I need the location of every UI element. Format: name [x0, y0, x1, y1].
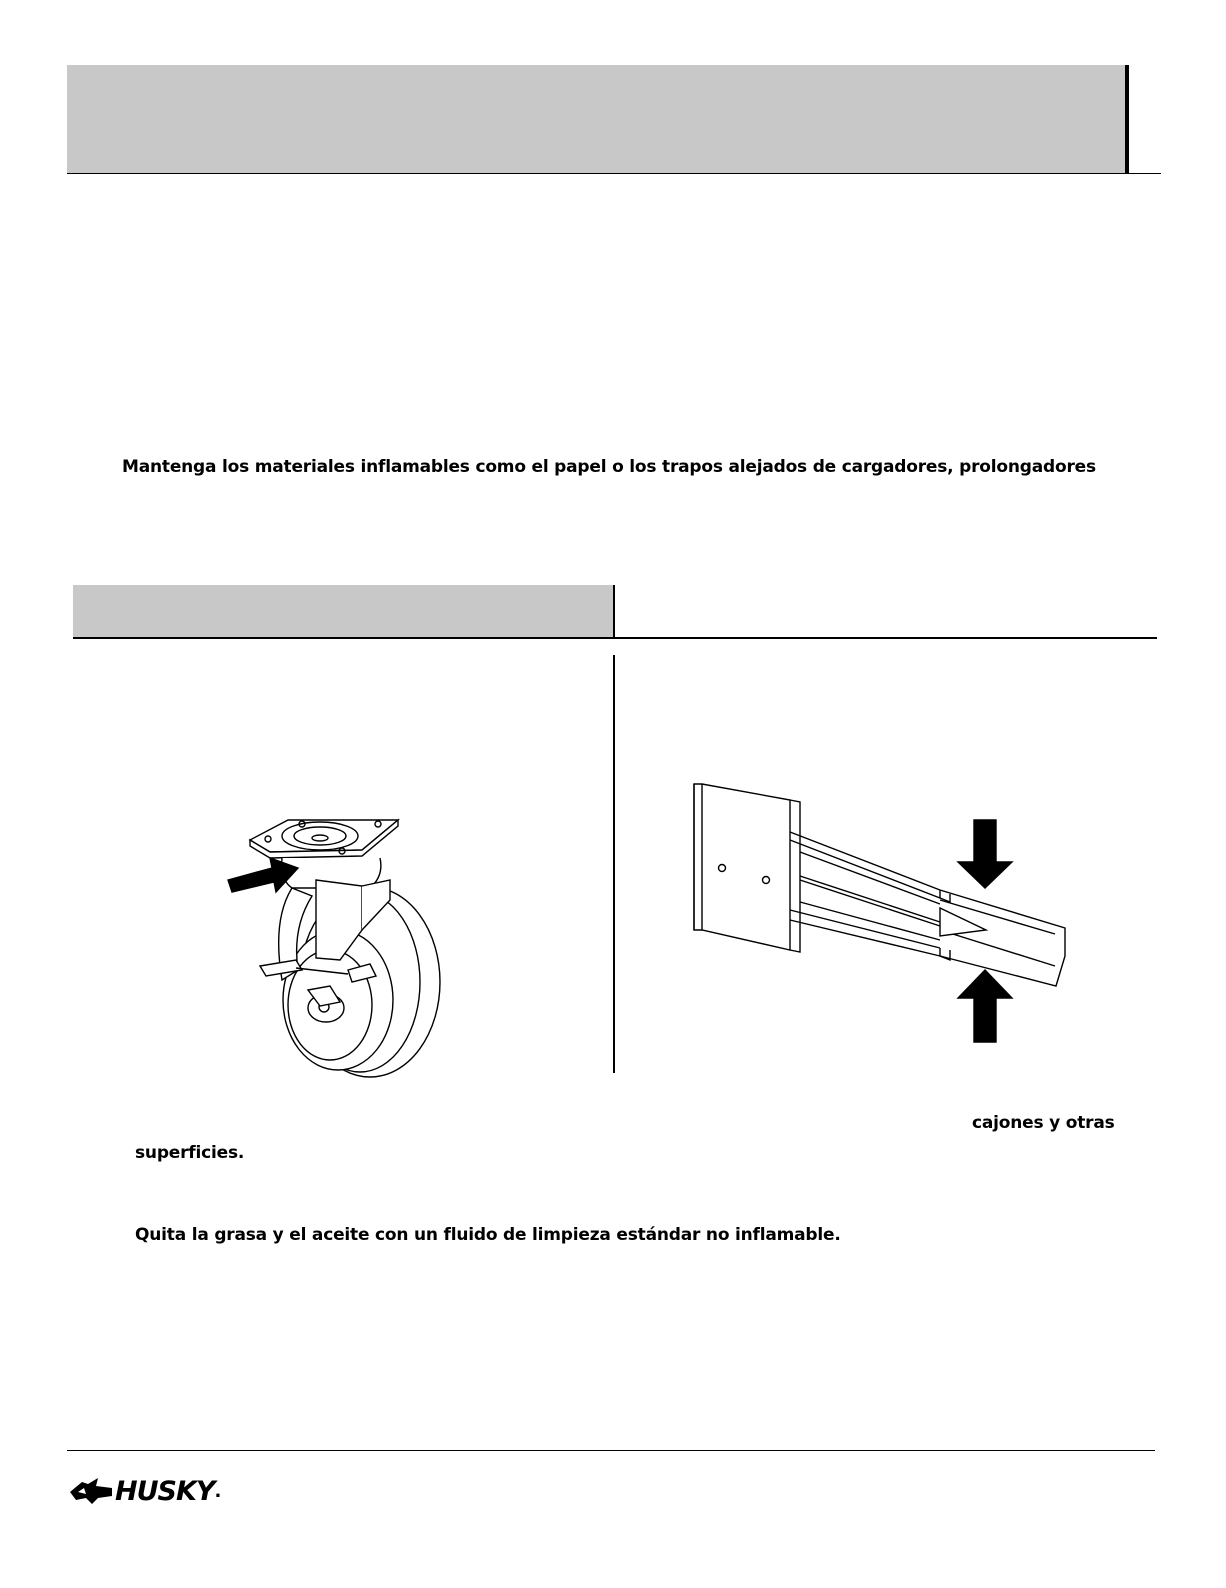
- husky-brand-text: HUSKY: [115, 1475, 215, 1507]
- husky-brand-mark: .: [214, 1480, 222, 1502]
- column-divider: [613, 655, 615, 1073]
- header-band-edge: [1125, 65, 1129, 173]
- header-band: [67, 65, 1127, 173]
- caster-wheel-icon: [220, 810, 460, 1080]
- header-rule: [67, 173, 1161, 174]
- husky-logo-icon: [68, 1476, 114, 1506]
- flammable-warning-text: Mantenga los materiales inflamables como el papel o los trapos alejados de cargadores, prolongadores: [122, 457, 1096, 477]
- section-header-divider: [613, 585, 615, 638]
- section-header-band: [73, 585, 614, 637]
- section-header-rule: [73, 637, 1157, 639]
- care-text-line1-right: cajones y otras: [972, 1113, 1115, 1133]
- care-text-line3: Quita la grasa y el aceite con un fluido de limpieza estándar no inflamable.: [135, 1225, 841, 1245]
- footer-rule: [67, 1450, 1155, 1451]
- husky-logo: [68, 1474, 221, 1508]
- drawer-slide-icon: [690, 780, 1070, 1060]
- care-text-line2: superficies.: [135, 1143, 245, 1163]
